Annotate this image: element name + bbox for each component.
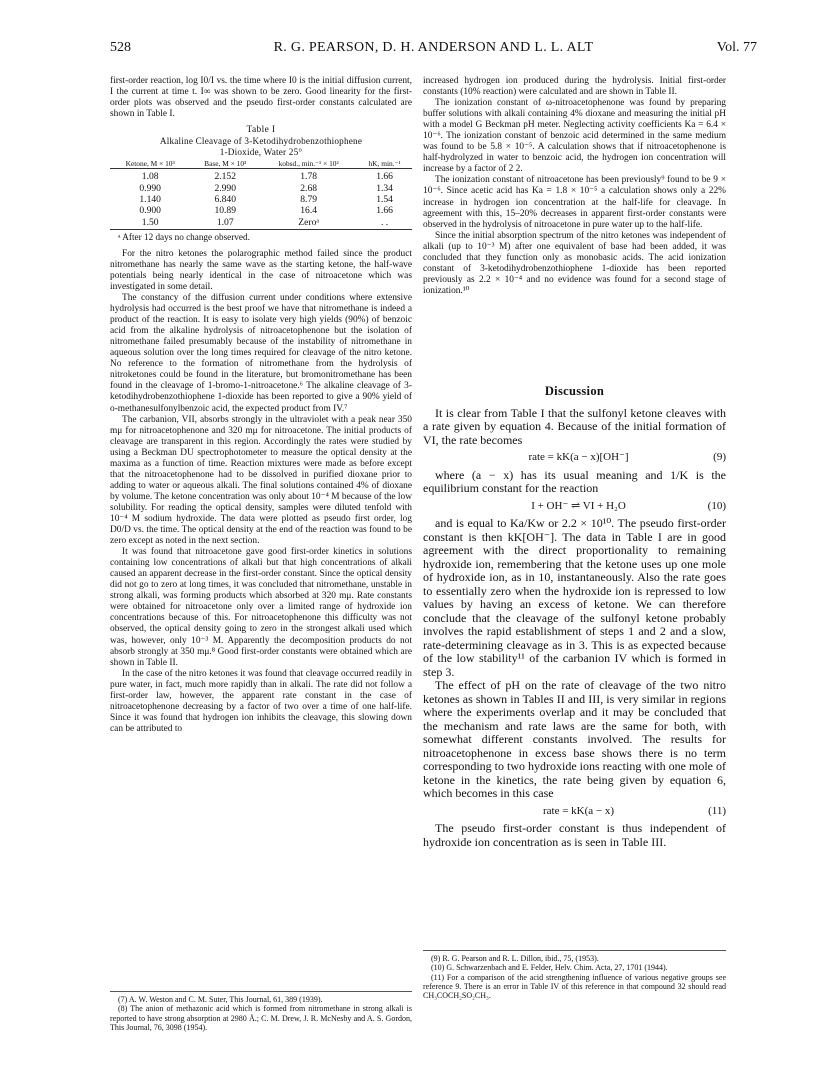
paragraph: The ionization constant of ω-nitroacetophenone was found by preparing buffer solutions with alkali containing 4% dioxane and measuring the initial pH with a model G Beckman pH meter. Neglecting activity coefficients Ka = 6.4 × 10⁻⁶. The ionization constant of benzoic acid determined in the same medium was found to be 5.8 × 10⁻⁵. A calculation shows that if nitroacetophenone is half-hydrolyzed in water to benzoic acid, the hydrogen ion concentration will increase by a factor of 2 2. (423, 98, 726, 175)
paragraph: The ionization constant of nitroacetone has been previously⁹ found to be 9 × 10⁻⁶. Since acetic acid has Ka = 1.8 × 10⁻⁵ a calculation shows only a 22% increase in hydrogen ion concentration at the half-life for cleavage. In agreement with this, 15–20% decreases in apparent first-order constants were observed in the hydrolysis of nitroacetone in pure water up to the half-life. (423, 175, 726, 230)
table-row (110, 217, 412, 230)
table-cell: 0.990 (139, 182, 161, 194)
equation-11 (423, 805, 726, 819)
paragraph: For the nitro ketones the polarographic method failed since the product nitromethane has nearly the same wave as the starting ketone, the half-wave potentials being nearly identical in the case of nitroacetone which was investigated in some detail. (110, 248, 412, 292)
column-header: Ketone, M × 10³ (110, 160, 190, 169)
column-header: hK, min.⁻¹ (357, 160, 412, 169)
table-row (110, 169, 412, 183)
paragraph: first-order reaction, log I0/I vs. the time where I0 is the initial diffusion current, I the current at time t. I∞ was shown to be zero. Good linearity for the first-order plots was observed and the pseudo first-order constants calculated are shown in Table I. (110, 76, 412, 120)
paragraph: It is clear from Table I that the sulfonyl ketone cleaves with a rate given by equation 4. Because of the initial formation of VI, the rate becomes (423, 405, 726, 447)
equation-number: (11) (708, 804, 726, 817)
table-cell: 1.34 (376, 182, 393, 194)
footnote: (9) R. G. Pearson and R. L. Dillon, ibid., 75, (1953). (431, 954, 599, 963)
left-column (110, 76, 412, 735)
paragraph: The pseudo first-order constant is thus independent of hydroxide ion concentration as is seen in Table III. (423, 821, 726, 849)
table-cell: 1.50 (110, 217, 190, 230)
table-cell: 2.152 (214, 171, 237, 183)
table-row (110, 205, 412, 216)
table-cell: Zeroᵃ (260, 217, 357, 230)
table-caption: Alkaline Cleavage of 3-Ketodihydrobenzothiophene (159, 136, 363, 147)
table-cell: 1.07 (190, 217, 260, 230)
table-cell: 16.4 (300, 205, 318, 217)
table-cell: 1.54 (376, 193, 393, 205)
page-number: 528 (110, 40, 131, 55)
paragraph: The constancy of the diffusion current under conditions where extensive hydrolysis had occurred is the best proof we have that nitromethane is indeed a product of the reaction. It is easy to isolate very high yields (90%) of benzoic acid from the alkaline hydrolysis of nitroacetophenone but the isolation of nitromethane failed presumably because of the instability of nitromethane in aqueous solution over the long times required for cleavage of the nitro ketone. No reference to the formation of nitromethane from the hydrolysis of nitroketones could be found in the literature, but bromonitromethane has been found in the cleavage of 1-bromo-1-nitroacetone.⁶ The alkaline cleavage of 3-ketodihydrobenzothiophene 1-dioxide has been reported to give a 90% yield of o-methanesulfonylbenzoic acid, the expected product from IV.⁷ (110, 293, 412, 414)
table-cell: 2.68 (300, 182, 318, 194)
equation-body: rate = kK(a − x) (542, 804, 615, 817)
table-label: Table I (246, 125, 276, 136)
table-cell: 10.89 (214, 205, 237, 217)
data-table (110, 160, 412, 229)
paragraph: where (a − x) has its usual meaning and 1/K is the equilibrium constant for the reaction (423, 467, 726, 495)
paragraph: Since the initial absorption spectrum of the nitro ketones was independent of alkali (up to 10⁻³ M) after one equivalent of base had been added, it was concluded that they function only as monobasic acids. The acid ionization constant of 3-ketodihydrobenzothiophene 1-dioxide has been reported previously as 2.2 × 10⁻⁴ and no evidence was found for a second stage of ionization.¹⁰ (423, 230, 726, 296)
footnote: (8) The anion of methazonic acid which is formed from nitromethane in strong alkali is reported to have strong absorption at 2980 Å.; C. M. Drew, J. R. McNesby and A. S. Gordon, This Journal, 76, 3098 (1954). (110, 1004, 412, 1032)
table-cell: 2.990 (214, 182, 237, 194)
running-head (110, 40, 757, 62)
equation-number: (9) (713, 451, 726, 463)
table-cell: 1.66 (376, 205, 393, 217)
volume-label: Vol. 77 (716, 40, 757, 55)
footnotes-right (423, 950, 726, 1000)
table-cell: 8.79 (300, 193, 318, 205)
table-cell: 1.08 (141, 171, 159, 183)
paragraph: increased hydrogen ion produced during the hydrolysis. Initial first-order constants (10% reaction) were calculated and are shown in Table II. (423, 76, 726, 98)
column-header: kobsd., min.⁻¹ × 10² (260, 160, 357, 169)
footnote: (10) G. Schwarzenbach and E. Felder, Helv. Chim. Acta, 27, 1701 (1944). (431, 963, 668, 973)
table-row (110, 194, 412, 205)
table-footnote: ᵃ After 12 days no change observed. (118, 231, 250, 242)
equation-body: I + OH⁻ ⇌ VI + H₂O (531, 499, 626, 512)
column-header: Base, M × 10³ (190, 160, 260, 169)
footnote: (11) For a comparison of the acid strengthening influence of various negative groups see reference 9. There is an error in Table IV of this reference in that compound 32 should read CH₃COCH₂SO₂CH₃. (423, 972, 726, 1001)
footnote: (7) A. W. Weston and C. M. Suter, This Journal, 61, 389 (1939). (118, 995, 323, 1004)
table-cell: 1.66 (376, 171, 393, 183)
paragraph: It was found that nitroacetone gave good first-order kinetics in solutions containing low concentrations of alkali but that high concentrations of alkali caused an apparent decrease in the first-order constant. Since the optical density did not go to zero at long times, it was concluded that nitromethane, unstable in strong alkali, was forming products which absorbed at 320 mμ. Rate constants were obtained for nitroacetone only over a limited range of hydroxide ion concentrations because of this. For nitroacetophenone this difficulty was not observed, the optical density going to zero in the strongest alkali used which was, however, only 10⁻³ M. Apparently the decomposition products do not absorb strongly at 350 mμ.⁸ Good first-order constants were obtained which are shown in Table II. (110, 547, 412, 668)
paragraph: and is equal to Ka/Kw or 2.2 × 10¹⁰. The pseudo first-order constant is then kK[OH⁻]. The data in Table I are in good agreement with the direct proportionality to remaining hydroxide ion, remembering that the ketone uses up one mole of hydroxide ion, as in 10, instantaneously. Also the rate goes to essentially zero when the hydroxide ion is repressed to low values by having an excess of ketone. We can therefore conclude that the cleavage of the sulfonyl ketone probably involves the rapid establishment of steps 1 and 2 and a slow, rate-determining cleavage as in 3. This is as expected because of the low stability¹¹ of the carbanion IV which is formed in step 3. (423, 516, 726, 679)
author-line: R. G. PEARSON, D. H. ANDERSON AND L. L. ALT (273, 40, 594, 55)
equation-number: (10) (707, 499, 726, 512)
right-column (423, 76, 726, 297)
table-cell: 1.140 (139, 193, 161, 205)
equation-body: rate = kK(a − x)[OH⁻] (528, 451, 629, 463)
table-caption-2: 1-Dioxide, Water 25° (219, 147, 303, 158)
table-row (110, 183, 412, 194)
table-cell: 0.900 (139, 205, 161, 217)
equation-9 (423, 451, 726, 465)
section-heading: Discussion (544, 384, 605, 398)
footnotes-left (110, 991, 412, 1032)
paragraph: In the case of the nitro ketones it was found that cleavage occurred readily in pure water, in fact, much more rapidly than in alkali. The rate did not follow a first-order law, however, the apparent rate constant in the case of nitroacetophenone decreasing by a factor of two over a time of one half-life. Since it was found that hydrogen ion inhibits the cleavage, this slowing down can be attributed to (110, 668, 412, 734)
table-cell: 1.78 (300, 171, 318, 183)
table-cell: 6.840 (214, 193, 237, 205)
equation-10 (423, 500, 726, 514)
paragraph: The carbanion, VII, absorbs strongly in the ultraviolet with a peak near 350 mμ for nitroacetophenone and 320 mμ for nitroacetone. The initial products of cleavage are transparent in this region. Accordingly the rates were studied by using a Beckman DU spectrophotometer to measure the optical density at the maxima as a function of time. Reaction mixtures were made as before except that the nitroacetophenone had to be dissolved in purified dioxane prior to adding to water or aqueous alkali. The final solutions contained 4% of dioxane by volume. The ketone concentration was only about 10⁻⁴ M because of the low solubility. For reading the optical density, samples were diluted tenfold with 10⁻⁴ M sodium hydroxide. The data were plotted as pseudo first order, log D0/D vs. the time. The optical density at the end of the reaction was found to be zero except as noted in the next section. (110, 414, 412, 547)
discussion-section (423, 385, 726, 849)
table-cell: . . (357, 217, 412, 230)
paragraph: The effect of pH on the rate of cleavage of the two nitro ketones as shown in Tables II and III, is very similar in regions where the experiments overlap and it may be concluded that the mechanism and rate laws are the same for both, with somewhat different constants involved. The results for nitroacetophenone in excess base shows there is no term corresponding to two hydroxide ions reacting with one mole of ketone in the kinetics, the rate being given by equation 6, which becomes in this case (423, 678, 726, 800)
